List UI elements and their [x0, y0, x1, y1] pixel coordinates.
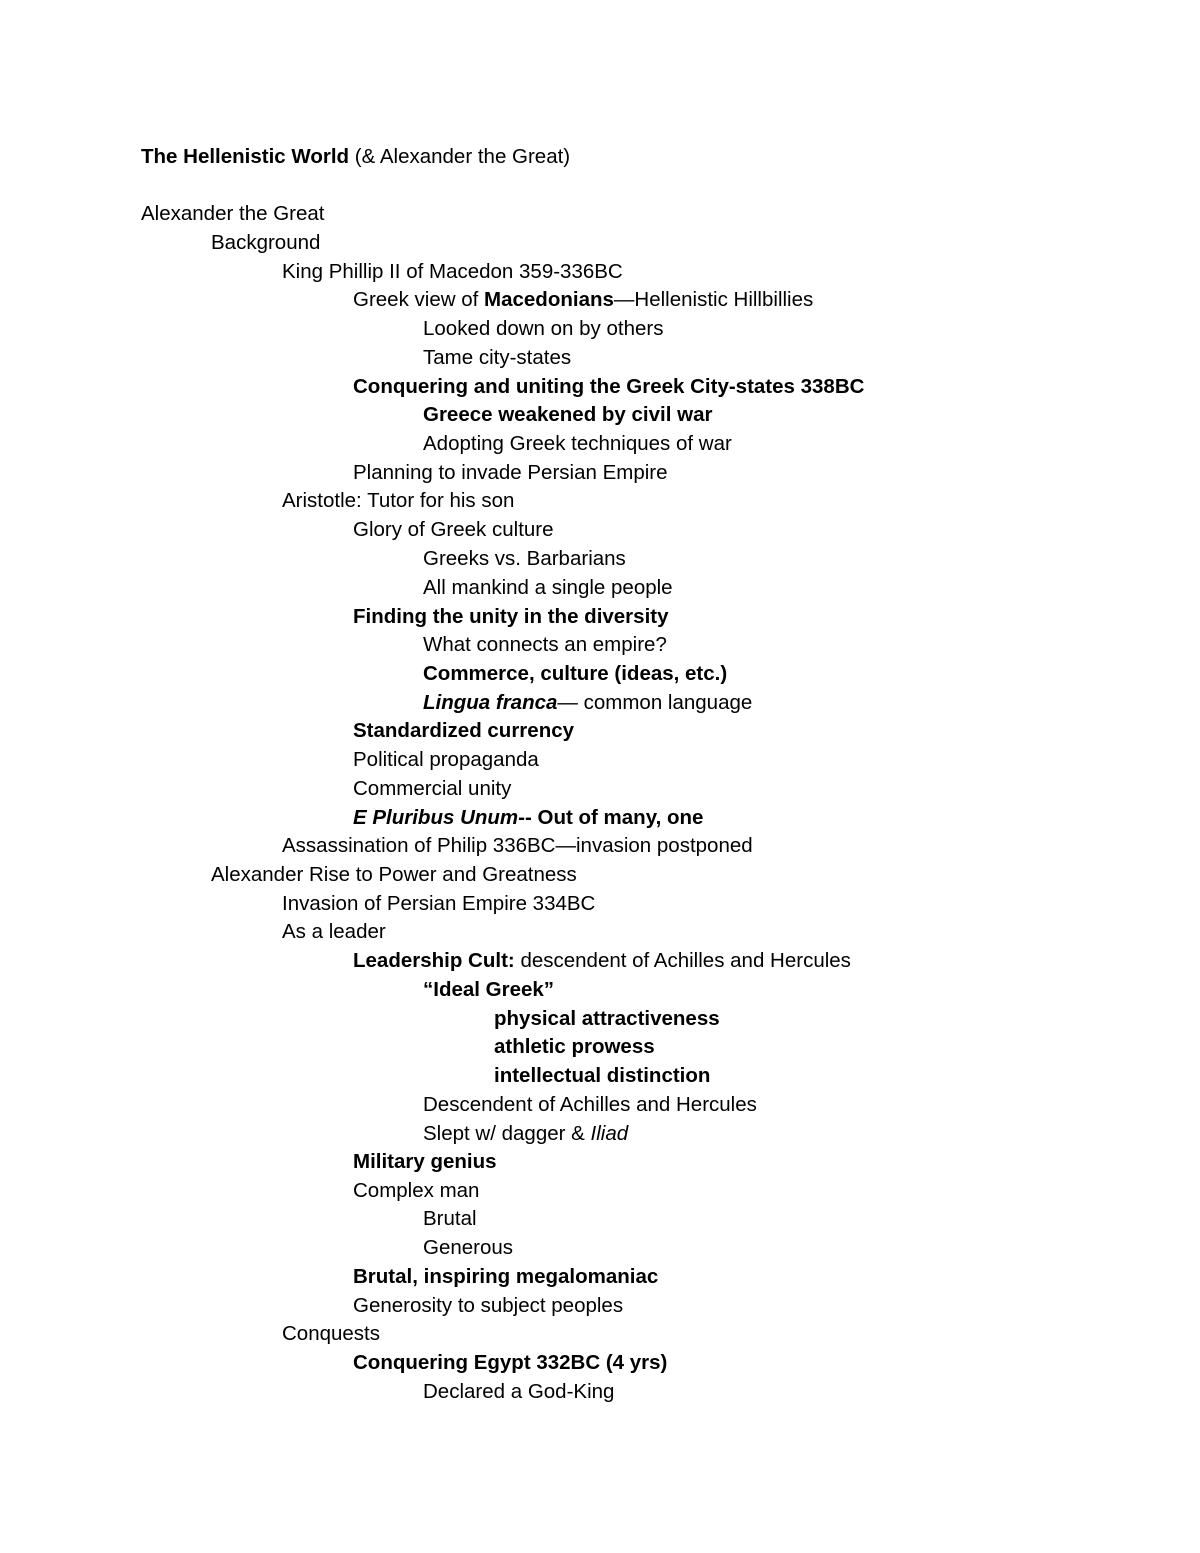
- outline-text: [353, 1148, 497, 1176]
- outline-text-segment: Adopting Greek techniques of war: [423, 432, 732, 455]
- outline-text: [282, 1320, 380, 1348]
- outline-text-segment: Greece weakened by civil war: [423, 403, 713, 426]
- outline-text: [423, 976, 554, 1004]
- outline-text: [353, 373, 864, 401]
- outline-text-segment: Alexander Rise to Power and Greatness: [211, 863, 577, 886]
- outline-text: [282, 258, 623, 286]
- outline-text-segment: —Hellenistic Hillbillies: [613, 288, 814, 311]
- outline-text-segment: athletic prowess: [494, 1035, 655, 1058]
- outline-text: [423, 545, 626, 573]
- outline-text: [423, 401, 712, 429]
- outline-text-segment: Generosity to subject peoples: [353, 1294, 624, 1317]
- outline-text: [353, 459, 668, 487]
- outline-text-segment: Finding the unity in the diversity: [353, 605, 669, 628]
- outline-text-segment: Commerce, culture (ideas, etc.): [423, 662, 728, 685]
- outline-text-segment: What connects an empire?: [423, 633, 667, 656]
- outline-text-segment: Descendent of Achilles and Hercules: [423, 1093, 757, 1116]
- outline-text-segment: All mankind a single people: [423, 576, 673, 599]
- outline-text-segment: physical attractiveness: [494, 1007, 720, 1030]
- outline-text: [423, 1234, 513, 1262]
- outline-text-segment: Glory of Greek culture: [353, 518, 554, 541]
- outline-text-segment: As a leader: [282, 920, 386, 943]
- outline-text-segment: Aristotle: Tutor for his son: [282, 489, 515, 512]
- outline-text: [282, 890, 595, 918]
- outline-text: [423, 430, 732, 458]
- outline-text-segment: Tame city-states: [423, 346, 572, 369]
- outline-text: [353, 286, 813, 314]
- outline-text: [353, 1263, 658, 1291]
- outline-text: [211, 861, 577, 889]
- outline-text: [353, 516, 554, 544]
- outline-text-segment: Declared a God-King: [423, 1380, 615, 1403]
- outline-text: [353, 603, 669, 631]
- outline-text-segment: Standardized currency: [353, 719, 575, 742]
- outline-text-segment: E Pluribus Unum: [353, 806, 519, 829]
- outline-text-segment: Brutal, inspiring megalomaniac: [353, 1265, 659, 1288]
- outline-text-segment: Generous: [423, 1236, 514, 1259]
- outline-text: [423, 315, 663, 343]
- outline-text: [423, 1120, 628, 1148]
- outline-text: [423, 689, 752, 717]
- outline-text: [423, 574, 673, 602]
- outline-text-segment: — common language: [557, 691, 753, 714]
- outline-text: [282, 487, 514, 515]
- outline-text-segment: Commercial unity: [353, 777, 512, 800]
- outline-text-segment: Background: [211, 231, 321, 254]
- outline-text: [494, 1033, 655, 1061]
- outline-text: [423, 1091, 757, 1119]
- outline-text-segment: Slept w/ dagger &: [423, 1122, 591, 1145]
- outline-text-segment: Invasion of Persian Empire 334BC: [282, 892, 596, 915]
- outline-text: [353, 947, 851, 975]
- outline-text-segment: intellectual distinction: [494, 1064, 711, 1087]
- document-page: The Hellenistic World (& Alexander the Great) Alexander the Great Background King Phillip II of Macedon 359-336BC Greek view of Macedonians—Hellenistic Hillbillies Looked down on by others Tame city-states Conquering and uniting the Greek City-states 338BC Greece weakened by civil war Adopting Greek techniques of war Planning to invade Persian Empire Aristotle: Tutor for his son Glory of Greek culture Greeks vs. Barbarians All mankind a single people Finding the unity in the diversity What connects an empire? Commerce, culture (ideas, etc.) Lingua franca— common language Standardized currency Political propaganda Commercial unity E Pluribus Unum-- Out of many, one Assassination of Philip 336BC—invasion postponed Alexander Rise to Power and Greatness Invasion of Persian Empire 334BC As a leader Leadership Cult: descendent of Achilles and Hercules “Ideal Greek” physical attractiveness athletic prowess intellectual distinction Descendent of Achilles and Hercules Slept w/ dagger & Iliad Military genius Complex man Brutal Generous Brutal, inspiring megalomaniac Generosity to subject peoples Conquests Conquering Egypt 332BC (4 yrs) Declared a God-King: [0, 0, 1200, 1553]
- outline-text-segment: King Phillip II of Macedon 359-336BC: [282, 260, 623, 283]
- outline-text: [494, 1005, 720, 1033]
- outline-text: [423, 631, 667, 659]
- title-main: The Hellenistic World: [141, 145, 350, 168]
- outline-text-segment: Looked down on by others: [423, 317, 664, 340]
- outline-text: [423, 1205, 477, 1233]
- outline-text: [423, 1378, 614, 1406]
- outline-text: [282, 918, 386, 946]
- outline-text-segment: Conquering and uniting the Greek City-states 338BC: [353, 375, 865, 398]
- outline-text: [353, 1349, 667, 1377]
- outline-text-segment: “Ideal Greek”: [423, 978, 555, 1001]
- outline-text-segment: -- Out of many, one: [518, 806, 704, 829]
- outline-text: [423, 344, 571, 372]
- outline-text-segment: Lingua franca: [423, 691, 558, 714]
- outline-text-segment: Political propaganda: [353, 748, 539, 771]
- outline-text-segment: Brutal: [423, 1207, 477, 1230]
- outline-text: [353, 804, 703, 832]
- outline-text-segment: Assassination of Philip 336BC—invasion postponed: [282, 834, 753, 857]
- outline-text: [211, 229, 320, 257]
- outline-text: [353, 1292, 623, 1320]
- outline-text: [353, 746, 539, 774]
- outline-text: [353, 775, 511, 803]
- outline-text-segment: Conquering Egypt 332BC (4 yrs): [353, 1351, 668, 1374]
- outline-text: [353, 717, 574, 745]
- outline-text-segment: Complex man: [353, 1179, 480, 1202]
- outline-text-segment: Greeks vs. Barbarians: [423, 547, 626, 570]
- outline-text: [423, 660, 727, 688]
- outline-text-segment: Military genius: [353, 1150, 497, 1173]
- outline-text-segment: Leadership Cult:: [353, 949, 515, 972]
- outline-text: [353, 1177, 479, 1205]
- title-subtitle: (& Alexander the Great): [349, 145, 571, 168]
- outline-text-segment: descendent of Achilles and Hercules: [514, 949, 851, 972]
- outline-text-segment: Iliad: [590, 1122, 629, 1145]
- outline-text-segment: Macedonians: [484, 288, 614, 311]
- outline-text: [282, 832, 753, 860]
- outline-text-segment: Conquests: [282, 1322, 381, 1345]
- outline-text-segment: Planning to invade Persian Empire: [353, 461, 668, 484]
- outline-text-segment: Greek view of: [353, 288, 485, 311]
- outline-text: [494, 1062, 710, 1090]
